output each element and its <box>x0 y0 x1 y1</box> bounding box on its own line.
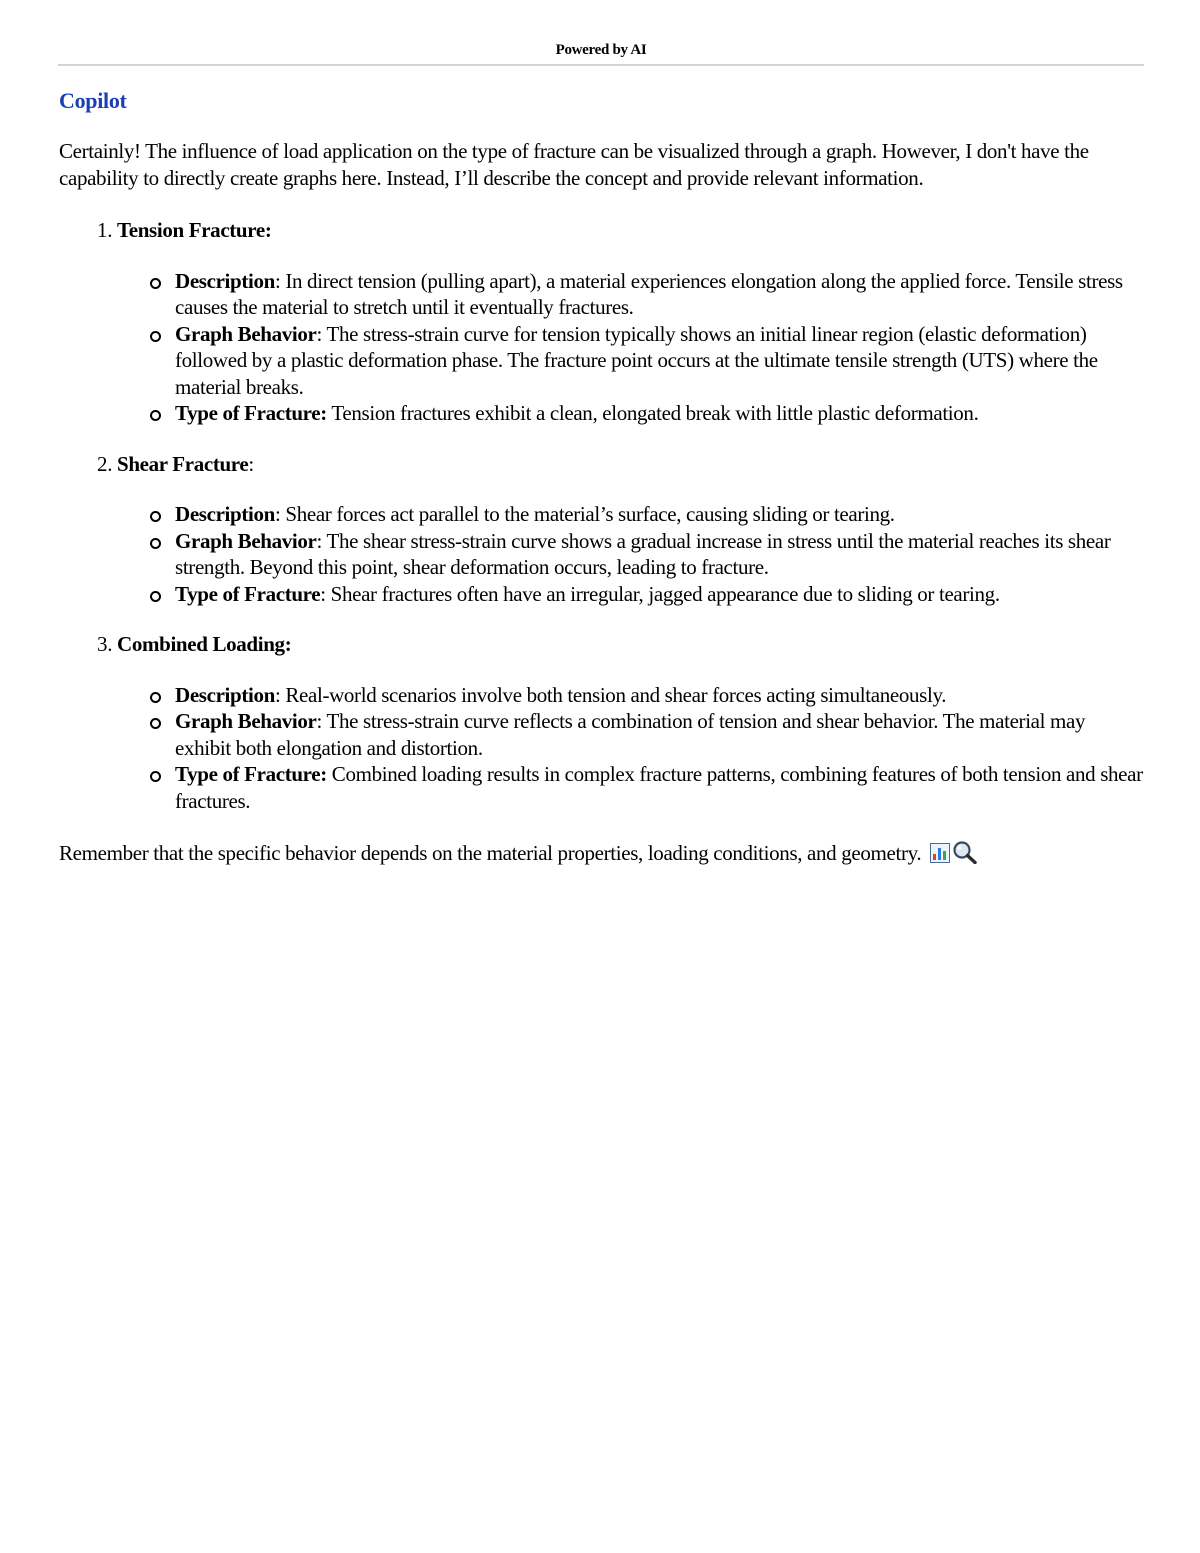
point-text: : Shear fractures often have an irregular, jagged appearance due to sliding or tearing. <box>320 581 1000 606</box>
point-text: : In direct tension (pulling apart), a material experiences elongation along the applied force. Tensile stress causes the material to stretch until it eventually fractures. <box>175 268 1123 319</box>
list-item <box>116 268 1145 321</box>
point-text: : Real-world scenarios involve both tension and shear forces acting simultaneously. <box>274 682 947 707</box>
point-text: Tension fractures exhibit a clean, elongated break with little plastic deformation. <box>326 401 979 425</box>
point-label: Graph Behavior <box>175 709 317 733</box>
bullet-marker <box>150 692 161 703</box>
bar-chart-icon <box>930 843 950 863</box>
bullet-marker <box>150 511 161 522</box>
response-content <box>59 84 1145 867</box>
bullet-marker <box>150 331 161 342</box>
point-text: : The shear stress-strain curve shows a gradual increase in stress until the material reaches its shear strength. Beyond this point, shear deformation occurs, leading to fracture. <box>175 528 1111 579</box>
section-heading: Tension Fracture: <box>117 218 272 242</box>
bullet-marker <box>150 591 161 602</box>
section-heading: Shear Fracture <box>117 451 249 476</box>
section-tension <box>117 217 1145 427</box>
bullet-marker <box>150 278 161 289</box>
section-heading-suffix: : <box>248 451 254 476</box>
list-item <box>116 321 1145 401</box>
bullet-marker <box>150 718 161 729</box>
list-item <box>116 528 1145 581</box>
point-text: : Shear forces act parallel to the material’s surface, causing sliding or tearing. <box>274 502 895 526</box>
bullet-marker <box>150 410 161 421</box>
powered-by-label: Powered by AI <box>555 42 647 58</box>
page-header <box>58 40 1144 66</box>
section-points <box>117 501 1145 607</box>
magnifying-glass-icon <box>952 840 978 864</box>
section-points <box>117 268 1145 427</box>
point-label: Type of Fracture: <box>175 762 327 786</box>
closing-text: Remember that the specific behavior depends on the material properties, loading conditions, and geometry. <box>59 841 922 865</box>
intro-paragraph: Certainly! The influence of load application on the type of fracture can be visualized through a graph. However, I don't have the capability to directly create graphs here. Instead, I’ll describe the concept and provide relevant information. <box>59 139 1089 190</box>
section-heading: Combined Loading: <box>117 632 292 656</box>
bullet-marker <box>150 771 161 782</box>
list-item <box>116 400 1145 427</box>
point-label: Description <box>175 268 275 293</box>
point-text: : The stress-strain curve for tension typically shows an initial linear region (elastic deformation) followed by a plastic deformation phase. The fracture point occurs at the ultimate tensile strength (UTS) where the material breaks. <box>175 321 1098 399</box>
point-label: Graph Behavior <box>175 528 317 553</box>
list-item <box>116 581 1145 608</box>
list-item <box>116 501 1145 528</box>
point-text: : The stress-strain curve reflects a combination of tension and shear behavior. The material may exhibit both elongation and distortion. <box>175 709 1086 760</box>
point-label: Type of Fracture: <box>175 401 327 425</box>
point-text: Combined loading results in complex fracture patterns, combining features of both tension and shear fractures. <box>175 762 1143 813</box>
point-label: Graph Behavior <box>175 321 317 346</box>
point-label: Description <box>175 682 275 707</box>
section-shear <box>117 451 1145 608</box>
fracture-sections-list <box>59 217 1145 814</box>
bullet-marker <box>150 538 161 549</box>
point-label: Type of Fracture <box>175 581 321 606</box>
closing-paragraph <box>59 840 1145 867</box>
section-combined-loading <box>117 631 1145 814</box>
list-item <box>116 708 1145 761</box>
section-points <box>117 682 1145 815</box>
response-title: Copilot <box>59 88 127 113</box>
list-item <box>116 682 1145 709</box>
list-item <box>116 761 1145 814</box>
point-label: Description <box>175 502 275 526</box>
